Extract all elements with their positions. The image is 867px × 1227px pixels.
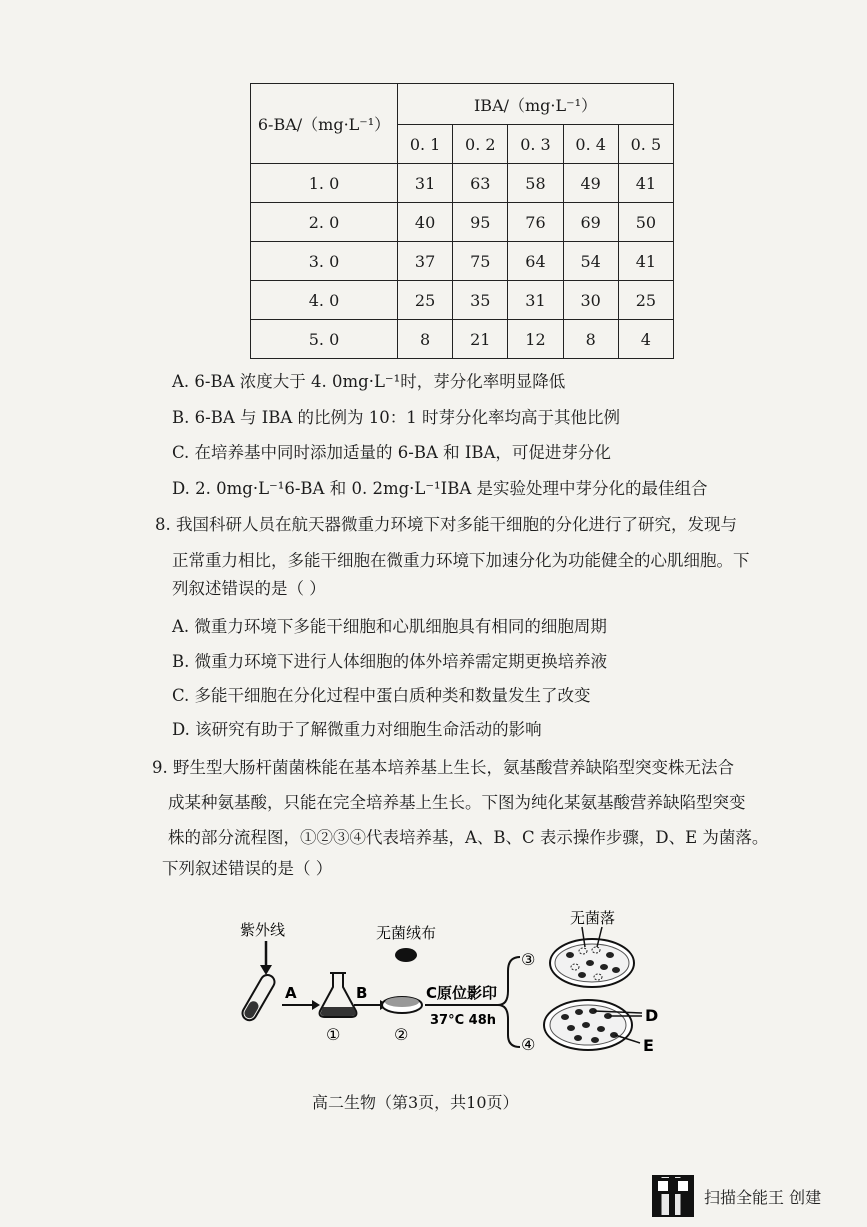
- table-row: [251, 242, 674, 281]
- row-header-6ba: 6-BA/（mg·L⁻¹）: [251, 84, 398, 164]
- table-cell: 63: [453, 164, 508, 203]
- iba-level: 0. 3: [508, 125, 563, 164]
- table-row: [251, 203, 674, 242]
- ba-level: 2. 0: [251, 203, 398, 242]
- col-header-iba: IBA/（mg·L⁻¹）: [398, 84, 674, 125]
- plate-2-icon: [382, 997, 422, 1013]
- medium-3-label: ③: [521, 950, 536, 969]
- table-header-row: [251, 84, 674, 125]
- table-cell: 49: [563, 164, 618, 203]
- table-cell: 40: [398, 203, 453, 242]
- test-tube-icon: [240, 972, 277, 1022]
- table-row: [251, 320, 674, 359]
- flask-icon: [320, 973, 357, 1017]
- purification-flowchart: [230, 895, 690, 1065]
- medium-1-label: ①: [326, 1025, 341, 1044]
- plate-3-icon: [550, 927, 634, 987]
- table-cell: 31: [508, 281, 563, 320]
- table-cell: 37: [398, 242, 453, 281]
- table-cell: 30: [563, 281, 618, 320]
- iba-level: 0. 4: [563, 125, 618, 164]
- table-cell: 64: [508, 242, 563, 281]
- velvet-label: 无菌绒布: [376, 924, 437, 942]
- table-row: [251, 164, 674, 203]
- table-cell: 4: [618, 320, 673, 359]
- table-cell: 54: [563, 242, 618, 281]
- table-cell: 12: [508, 320, 563, 359]
- qr-code-icon: [652, 1175, 694, 1217]
- scanner-watermark: [652, 1175, 821, 1217]
- q7-option-a: A. 6-BA 浓度大于 4. 0mg·L⁻¹时，芽分化率明显降低: [172, 372, 566, 391]
- growth-regulator-table: [250, 83, 674, 359]
- q8-option-a: A. 微重力环境下多能干细胞和心肌细胞具有相同的细胞周期: [172, 617, 607, 636]
- table-cell: 75: [453, 242, 508, 281]
- q8-option-b: B. 微重力环境下进行人体细胞的体外培养需定期更换培养液: [172, 652, 608, 671]
- table-cell: 50: [618, 203, 673, 242]
- table-cell: 31: [398, 164, 453, 203]
- table-row: [251, 281, 674, 320]
- table-cell: 25: [618, 281, 673, 320]
- iba-level: 0. 5: [618, 125, 673, 164]
- table-cell: 25: [398, 281, 453, 320]
- q7-option-b: B. 6-BA 与 IBA 的比例为 10：1 时芽分化率均高于其他比例: [172, 408, 621, 427]
- table-cell: 8: [563, 320, 618, 359]
- q9-stem-line: 成某种氨基酸，只能在完全培养基上生长。下图为纯化某氨基酸营养缺陷型突变: [168, 793, 746, 812]
- q8-stem-line: 列叙述错误的是（ ）: [172, 579, 326, 598]
- table-cell: 41: [618, 164, 673, 203]
- ba-level: 4. 0: [251, 281, 398, 320]
- colony-e-label: E: [643, 1036, 654, 1055]
- table-cell: 41: [618, 242, 673, 281]
- iba-level: 0. 2: [453, 125, 508, 164]
- ba-level: 3. 0: [251, 242, 398, 281]
- step-c-label: C原位影印: [426, 984, 498, 1002]
- watermark-text: 扫描全能王 创建: [704, 1187, 822, 1207]
- colony-d-label: D: [645, 1006, 659, 1025]
- incubation-condition: 37°C 48h: [430, 1013, 497, 1028]
- page-footer: 高二生物（第3页，共10页）: [312, 1093, 519, 1112]
- q7-option-d: D. 2. 0mg·L⁻¹6-BA 和 0. 2mg·L⁻¹IBA 是实验处理中芽分化的最佳组合: [172, 479, 708, 498]
- q9-stem-line: 9. 野生型大肠杆菌菌株能在基本培养基上生长，氨基酸营养缺陷型突变株无法合: [152, 758, 734, 777]
- step-a-label: A: [285, 984, 297, 1002]
- arrow-a-head: [312, 1000, 320, 1010]
- q8-stem-line: 8. 我国科研人员在航天器微重力环境下对多能干细胞的分化进行了研究，发现与: [155, 515, 737, 534]
- table-cell: 69: [563, 203, 618, 242]
- table-cell: 35: [453, 281, 508, 320]
- table-cell: 21: [453, 320, 508, 359]
- medium-2-label: ②: [394, 1025, 409, 1044]
- q8-option-c: C. 多能干细胞在分化过程中蛋白质种类和数量发生了改变: [172, 686, 591, 705]
- velvet-icon: [395, 948, 417, 962]
- iba-level: 0. 1: [398, 125, 453, 164]
- table-cell: 58: [508, 164, 563, 203]
- split-bracket: [498, 957, 520, 1047]
- q9-stem-line: 下列叙述错误的是（ ）: [162, 859, 333, 878]
- uv-arrow-head: [260, 965, 272, 975]
- ba-level: 1. 0: [251, 164, 398, 203]
- q8-stem-line: 正常重力相比，多能干细胞在微重力环境下加速分化为功能健全的心肌细胞。下: [172, 551, 750, 570]
- table-cell: 8: [398, 320, 453, 359]
- table-cell: 76: [508, 203, 563, 242]
- q8-option-d: D. 该研究有助于了解微重力对细胞生命活动的影响: [172, 720, 542, 739]
- q7-option-c: C. 在培养基中同时添加适量的 6-BA 和 IBA，可促进芽分化: [172, 443, 611, 462]
- q9-stem-line: 株的部分流程图，①②③④代表培养基，A、B、C 表示操作步骤，D、E 为菌落。: [168, 828, 769, 847]
- no-colony-label: 无菌落: [570, 909, 616, 927]
- medium-4-label: ④: [521, 1035, 536, 1054]
- plate-4-icon: [544, 1000, 642, 1050]
- step-b-label: B: [356, 984, 368, 1002]
- table-cell: 95: [453, 203, 508, 242]
- ba-level: 5. 0: [251, 320, 398, 359]
- uv-label: 紫外线: [240, 921, 286, 939]
